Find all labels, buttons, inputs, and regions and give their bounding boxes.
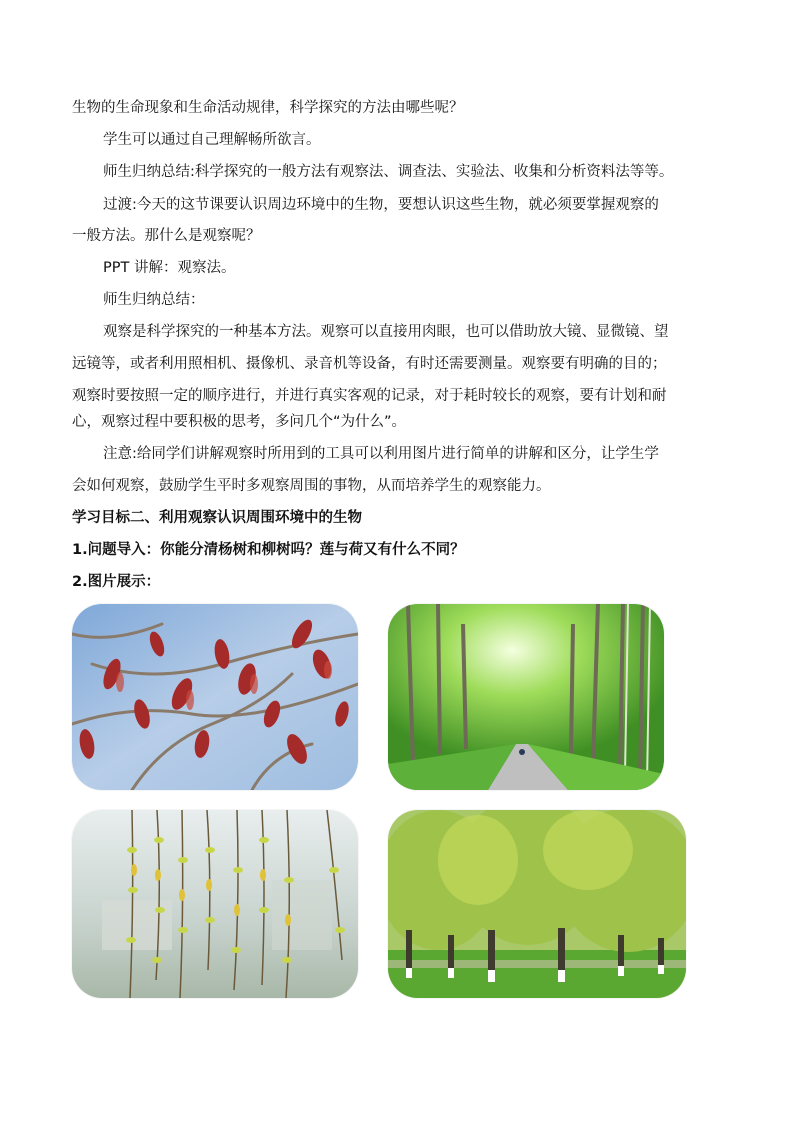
paragraph-line: 远镜等，或者利用照相机、摄像机、录音机等设备，有时还需要测量。观察要有明确的目的； xyxy=(72,356,667,372)
question-heading: 1.问题导入：你能分清杨树和柳树吗？莲与荷又有什么不同？ xyxy=(72,542,465,558)
images-heading: 2.图片展示： xyxy=(72,574,161,590)
paragraph-line: PPT 讲解：观察法。 xyxy=(103,260,236,276)
section-heading: 学习目标二、利用观察认识周围环境中的生物 xyxy=(72,510,362,526)
paragraph-line: 学生可以通过自己理解畅所欲言。 xyxy=(103,132,321,148)
paragraph-line: 生物的生命现象和生命活动规律，科学探究的方法由哪些呢？ xyxy=(72,100,464,116)
willow-catkins-photo xyxy=(72,810,358,998)
paragraph-line: 注意:给同学们讲解观察时所用到的工具可以利用图片进行简单的讲解和区分，让学生学 xyxy=(103,446,659,462)
poplar-avenue-photo xyxy=(388,604,664,790)
paragraph-line: 会如何观察，鼓励学生平时多观察周围的事物，从而培养学生的观察能力。 xyxy=(72,478,551,494)
paragraph-line: 一般方法。那什么是观察呢？ xyxy=(72,228,261,244)
paragraph-line: 师生归纳总结:科学探究的一般方法有观察法、调查法、实验法、收集和分析资料法等等。 xyxy=(103,164,674,180)
paragraph-line: 观察是科学探究的一种基本方法。观察可以直接用肉眼，也可以借助放大镜、显微镜、望 xyxy=(103,324,669,340)
paragraph-line: 心，观察过程中要积极的思考，多问几个“为什么”。 xyxy=(72,414,407,430)
poplar-catkins-photo xyxy=(72,604,358,790)
paragraph-line: 师生归纳总结： xyxy=(103,292,205,308)
willow-trees-photo xyxy=(388,810,686,998)
paragraph-line: 观察时要按照一定的顺序进行，并进行真实客观的记录，对于耗时较长的观察，要有计划和耐 xyxy=(72,388,667,404)
paragraph-line: 过渡:今天的这节课要认识周边环境中的生物，要想认识这些生物，就必须要掌握观察的 xyxy=(103,197,659,213)
